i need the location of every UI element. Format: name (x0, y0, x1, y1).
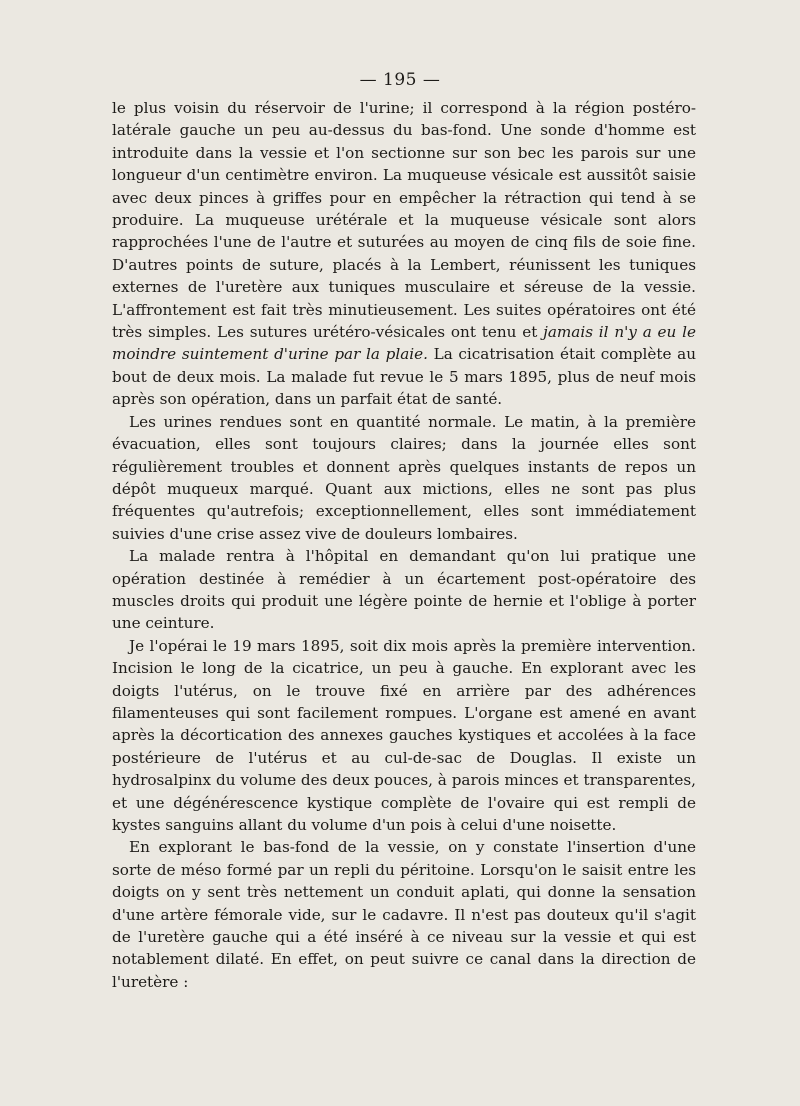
emphasized-text: jamais il n'y a eu le moindre suintement d'urine par la plaie. (112, 323, 696, 364)
page-number: — 195 — (359, 70, 441, 90)
paragraph-text: le plus voisin du réservoir de l'urine; il correspond à la région postéro-latérale gauche un peu au-dessus du bas-fond. Une sonde d'homme est introduite dans la vessie et l'on sectionne sur son bec les parois sur une longueur d'un centimètre environ. La muqueuse vésicale est aussitôt saisie avec deux pinces à griffes pour en empêcher la rétraction qui tend à se produire. La muqueuse urétérale et la muqueuse vésicale sont alors rapprochées l'une de l'autre et suturées au moyen de cinq fils de soie fine. D'autres points de suture, placés à la Lembert, réunissent les tuniques externes de l'uretère aux tuniques musculaire et séreuse de la vessie. L'affrontement est fait très minutieusement. Les suites opératoires ont été très simples. Les sutures urétéro-vésicales ont tenu et (112, 99, 696, 342)
paragraph-continuation (112, 97, 696, 411)
paragraph-urines: Les urines rendues sont en quantité normale. Le matin, à la première évacuation, elles sont toujours claires; dans la journée elles sont régulièrement troubles et donnent après quelques instants de repos un dépôt muqueux marqué. Quant aux mictions, elles ne sont pas plus fréquentes qu'autrefois; exceptionnellement, elles sont immédiatement suivies d'une crise assez vive de douleurs lombaires. (112, 412, 696, 543)
paragraph-readmission: La malade rentra à l'hôpital en demandant qu'on lui pratique une opération destinée à remédier à un écartement post-opératoire des muscles droits qui produit une légère pointe de hernie et l'oblige à porter une ceinture. (112, 547, 696, 633)
paragraph-second-operation: Je l'opérai le 19 mars 1895, soit dix mois après la première intervention. Incision le long de la cicatrice, un peu à gauche. En explorant avec les doigts l'utérus, on le trouve fixé en arrière par des adhérences filamenteuses qui sont facilement rompues. L'organe est amené en avant après la décortication des annexes gauches kystiques et accolées à la face postérieure de l'utérus et au cul-de-sac de Douglas. Il existe un hydrosalpinx du volume des deux pouces, à parois minces et transparentes, et une dégénérescence kystique complète de l'ovaire qui est rempli de kystes sanguins allant du volume d'un pois à celui d'une noisette. (112, 636, 696, 834)
paragraph-exploration: En explorant le bas-fond de la vessie, on y constate l'insertion d'une sorte de méso formé par un repli du péritoine. Lorsqu'on le saisit entre les doigts on y sent très nettement un conduit aplati, qui donne la sensation d'une artère fémorale vide, sur le cadavre. Il n'est pas douteux qu'il s'agit de l'uretère gauche qui a été inséré à ce niveau sur la vessie et qui est notablement dilaté. En effet, on peut suivre ce canal dans la direction de l'uretère : (112, 838, 696, 991)
paragraph-text: La cicatrisation était complète au bout de deux mois. La malade fut revue le 5 mars 1895, plus de neuf mois après son opération, dans un parfait état de santé. (112, 345, 696, 409)
body-text (112, 97, 696, 993)
